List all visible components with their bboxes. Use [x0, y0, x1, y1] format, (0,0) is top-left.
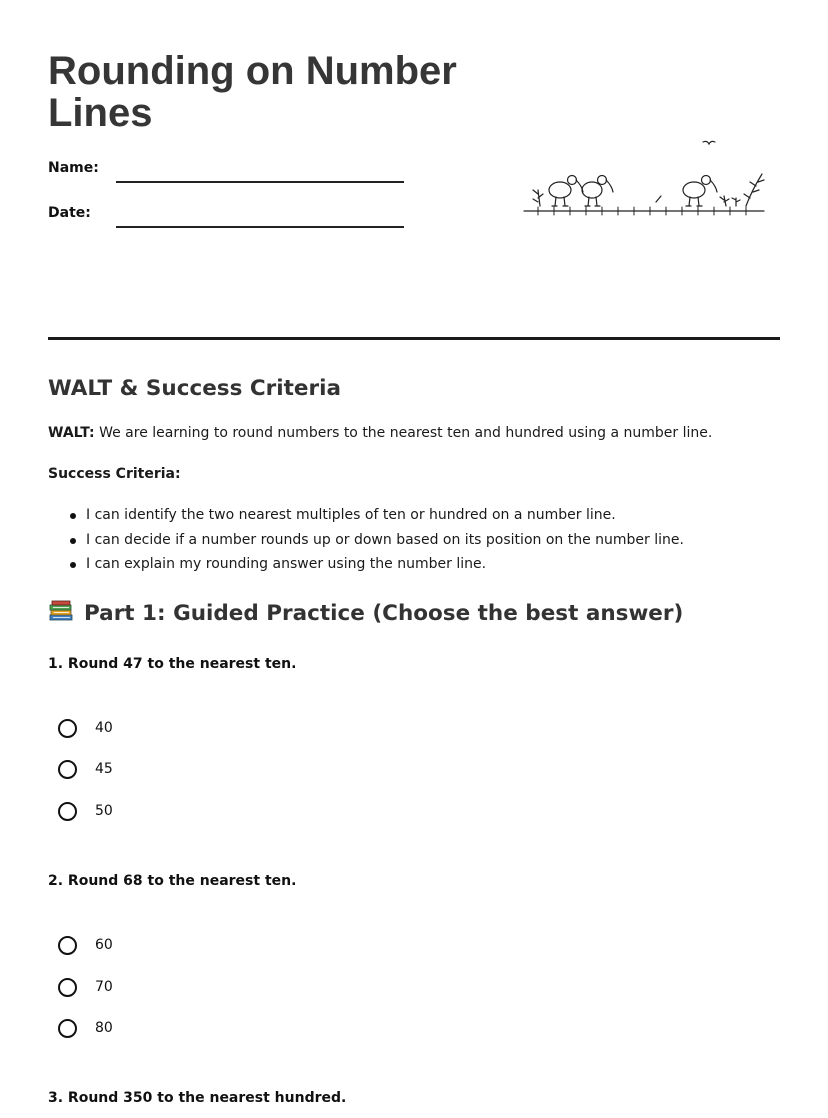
option-label: 60 — [95, 937, 113, 953]
success-criteria-list — [48, 503, 684, 577]
radio-button[interactable] — [58, 978, 77, 997]
walt-label: WALT: — [48, 425, 95, 441]
part1-heading — [48, 600, 683, 626]
name-field[interactable] — [116, 181, 404, 183]
section-divider — [48, 337, 780, 340]
question-3-text: 3. Round 350 to the nearest hundred. — [48, 1090, 347, 1106]
criteria-item: I can decide if a number rounds up or down based on its position on the number line. — [48, 528, 684, 553]
radio-button[interactable] — [58, 760, 77, 779]
criteria-item: I can identify the two nearest multiples of ten or hundred on a number line. — [48, 503, 684, 528]
radio-button[interactable] — [58, 719, 77, 738]
question-1-text: 1. Round 47 to the nearest ten. — [48, 656, 297, 672]
walt-text: We are learning to round numbers to the nearest ten and hundred using a number line. — [94, 425, 713, 441]
name-label: Name: — [48, 160, 99, 176]
walt-statement — [48, 425, 712, 441]
books-icon — [48, 600, 74, 622]
question-2-text: 2. Round 68 to the nearest ten. — [48, 873, 297, 889]
kiwi-number-line-illustration — [520, 130, 770, 230]
q2-option-c[interactable] — [58, 1016, 113, 1040]
option-label: 50 — [95, 803, 113, 819]
q2-option-b[interactable] — [58, 975, 113, 999]
date-label: Date: — [48, 205, 91, 221]
q1-option-a[interactable] — [58, 716, 113, 740]
radio-button[interactable] — [58, 1019, 77, 1038]
option-label: 40 — [95, 720, 113, 736]
page-title: Rounding on Number Lines — [48, 49, 457, 135]
radio-button[interactable] — [58, 802, 77, 821]
walt-heading: WALT & Success Criteria — [48, 376, 341, 401]
q1-option-b[interactable] — [58, 757, 113, 781]
q1-option-c[interactable] — [58, 799, 113, 823]
date-field[interactable] — [116, 226, 404, 228]
option-label: 70 — [95, 979, 113, 995]
radio-button[interactable] — [58, 936, 77, 955]
option-label: 80 — [95, 1020, 113, 1036]
option-label: 45 — [95, 761, 113, 777]
criteria-item: I can explain my rounding answer using the number line. — [48, 552, 684, 577]
part1-heading-text: Part 1: Guided Practice (Choose the best answer) — [84, 601, 684, 626]
success-criteria-label: Success Criteria: — [48, 466, 181, 482]
q2-option-a[interactable] — [58, 933, 113, 957]
